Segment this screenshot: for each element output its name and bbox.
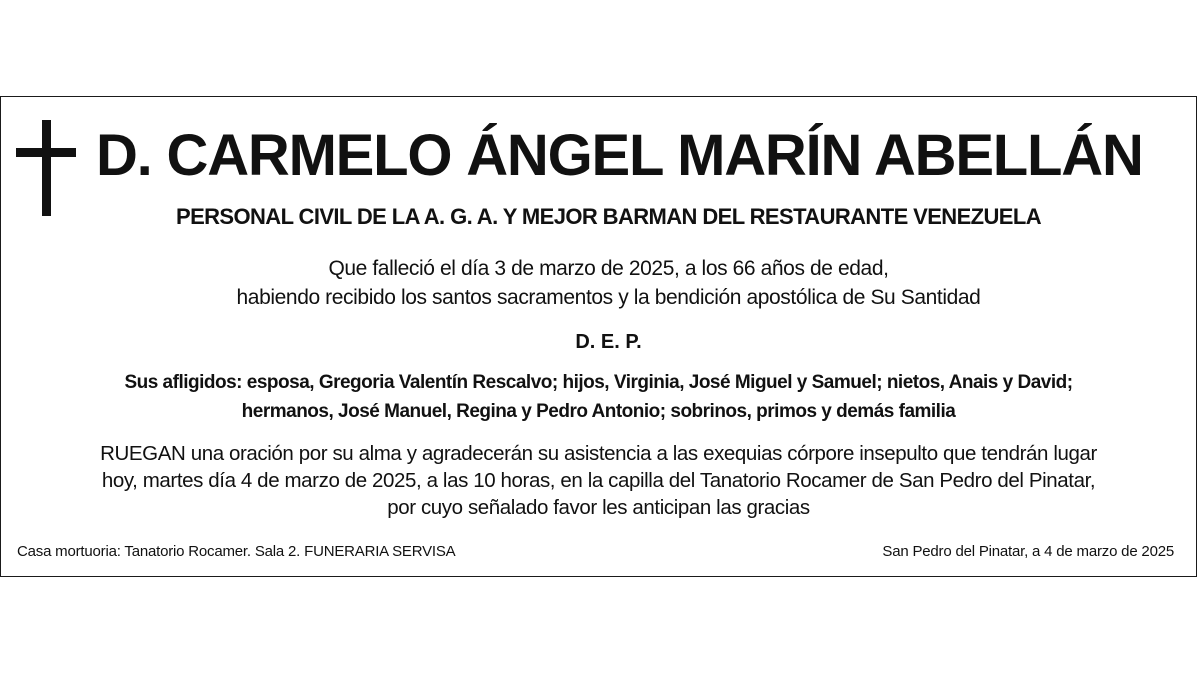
family-line: Sus afligidos: esposa, Gregoria Valentín Rescalvo; hijos, Virginia, José Miguel y Samuel; nietos, Anais y David;	[124, 372, 1073, 393]
request-line: hoy, martes día 4 de marzo de 2025, a las 10 horas, en la capilla del Tanatorio Rocamer de San Pedro del Pinatar,	[101, 469, 1096, 492]
cross-vertical-bar	[42, 120, 51, 216]
cross-icon	[16, 120, 76, 216]
deceased-description: PERSONAL CIVIL DE LA A. G. A. Y MEJOR BARMAN DEL RESTAURANTE VENEZUELA	[176, 204, 1041, 229]
cross-horizontal-bar	[16, 148, 76, 157]
death-statement	[1, 254, 1200, 312]
funeral-request	[1, 440, 1196, 521]
deceased-name: D. CARMELO ÁNGEL MARÍN ABELLÁN	[96, 123, 1143, 188]
obituary-card	[0, 96, 1197, 577]
family-list	[1, 368, 1196, 426]
place-and-date: San Pedro del Pinatar, a 4 de marzo de 2025	[882, 543, 1174, 560]
family-line: hermanos, José Manuel, Regina y Pedro Antonio; sobrinos, primos y demás familia	[241, 401, 956, 422]
rest-in-peace: D. E. P.	[575, 331, 642, 353]
death-line: habiendo recibido los santos sacramentos y la bendición apostólica de Su Santidad	[236, 286, 981, 309]
request-line: por cuyo señalado favor les anticipan las gracias	[387, 496, 810, 519]
death-line: Que falleció el día 3 de marzo de 2025, a los 66 años de edad,	[328, 257, 889, 280]
request-line: RUEGAN una oración por su alma y agradecerán su asistencia a las exequias córpore insepulto que tendrán lugar	[100, 442, 1097, 465]
funeral-home-info: Casa mortuoria: Tanatorio Rocamer. Sala 2. FUNERARIA SERVISA	[17, 543, 456, 560]
